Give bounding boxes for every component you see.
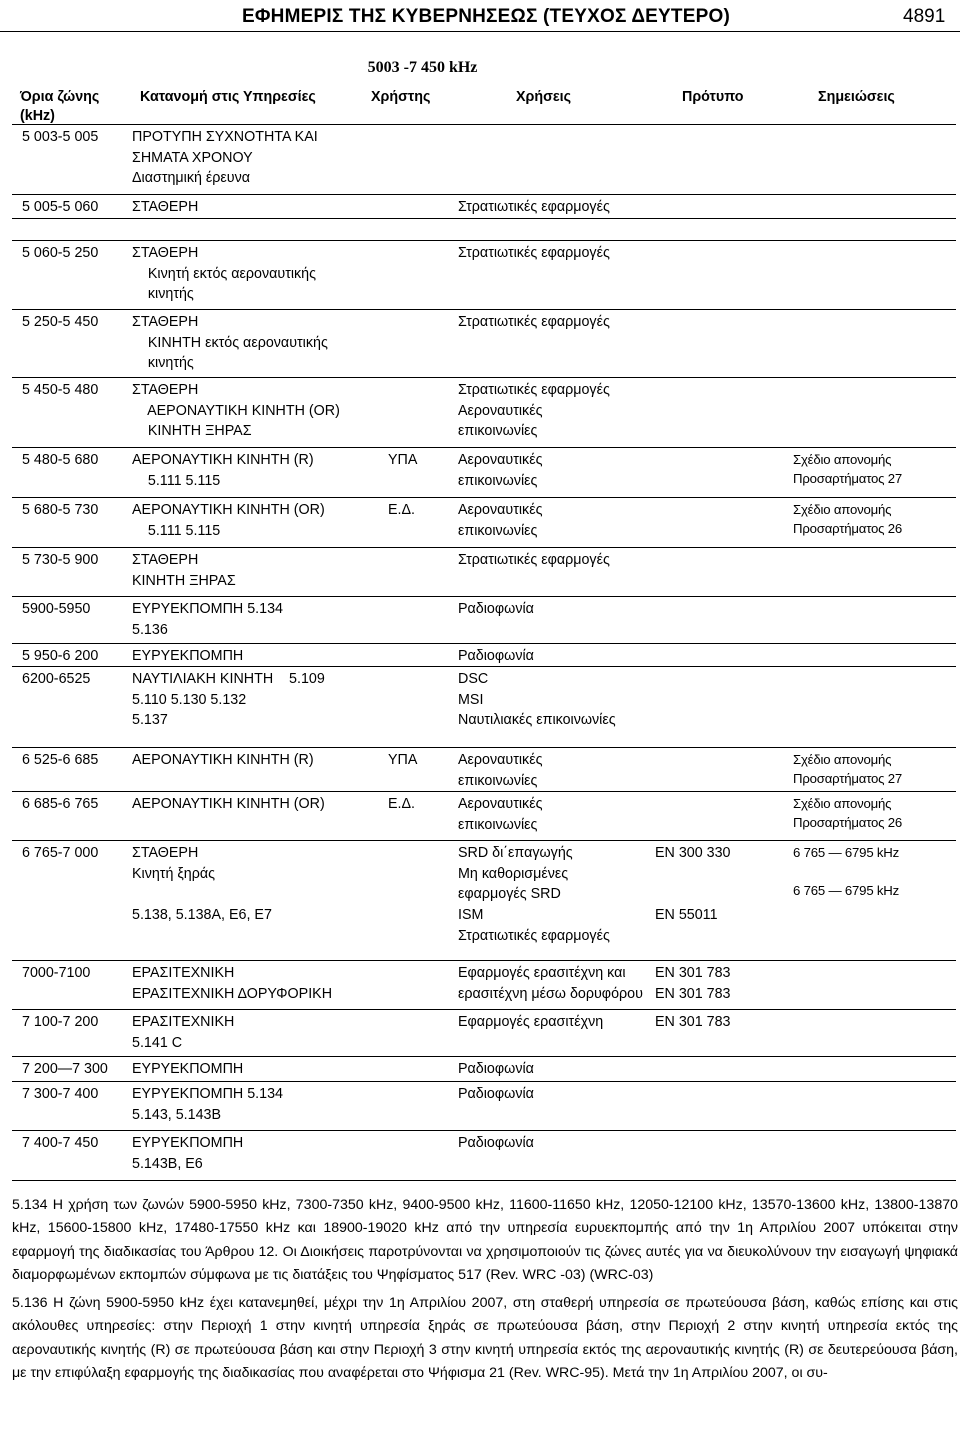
allocation-cell-line: ΕΥΡΥΕΚΠΟΜΠΗ 5.134 xyxy=(132,1086,283,1102)
uses-cell-line: ερασιτέχνη μέσω δορυφόρου xyxy=(458,985,643,1002)
band-cell-line: 5 730-5 900 xyxy=(22,552,99,568)
standard-cell-line: EN 301 783 xyxy=(655,1014,731,1030)
table-row xyxy=(12,1057,956,1082)
notes-cell-line: Σχέδιο απονομής xyxy=(793,452,892,467)
gazette-title: ΕΦΗΜΕΡΙΣ ΤΗΣ ΚΥΒΕΡΝΗΣΕΩΣ (ΤΕΥΧΟΣ ΔΕΥΤΕΡΟ) xyxy=(242,6,730,27)
user-cell-line: ΥΠΑ xyxy=(388,752,418,768)
uses-cell-line: Στρατιωτικές εφαρμογές xyxy=(458,927,610,944)
allocation-cell-line: 5.141 C xyxy=(132,1034,183,1051)
notes-cell-line xyxy=(793,862,899,881)
allocation-cell-line: ΣΤΑΘΕΡΗ xyxy=(132,314,199,330)
band-cell xyxy=(22,500,98,521)
standard-cell-line: EN 301 783 xyxy=(655,985,731,1002)
allocation-cell xyxy=(132,450,314,491)
allocation-cell-line: ΑΕΡΟΝΑΥΤΙΚΗ ΚΙΝΗΤΗ (OR) xyxy=(132,502,325,518)
allocation-cell xyxy=(132,843,272,926)
allocation-cell xyxy=(132,794,325,815)
band-cell xyxy=(22,963,90,984)
uses-cell xyxy=(458,243,610,264)
uses-cell xyxy=(458,599,534,620)
notes-cell xyxy=(793,450,902,488)
allocation-cell-line: ΑΕΡΟΝΑΥΤΙΚΗ ΚΙΝΗΤΗ (OR) xyxy=(132,402,340,419)
band-cell-line: 5 250-5 450 xyxy=(22,314,99,330)
band-cell-line: 6 525-6 685 xyxy=(22,752,99,768)
allocation-cell xyxy=(132,380,340,442)
allocation-cell-line: ΣΤΑΘΕΡΗ xyxy=(132,552,199,568)
band-cell-line: 5 680-5 730 xyxy=(22,502,99,518)
allocation-cell xyxy=(132,312,328,374)
uses-cell-line: Ραδιοφωνία xyxy=(458,1135,534,1151)
allocation-cell xyxy=(132,963,332,1004)
notes-cell xyxy=(793,794,902,832)
uses-cell-line: Αεροναυτικές xyxy=(458,402,543,419)
band-cell xyxy=(22,1012,98,1033)
user-cell-line: Ε.Δ. xyxy=(388,796,416,812)
uses-cell xyxy=(458,750,542,791)
uses-cell-line: Ναυτιλιακές επικοινωνίες xyxy=(458,712,616,729)
table-row xyxy=(12,1131,956,1181)
header-band-limits: Όρια ζώνης (kHz) xyxy=(20,89,100,124)
table-row xyxy=(12,597,956,644)
allocation-cell-line xyxy=(132,884,272,905)
uses-cell xyxy=(458,669,616,731)
band-cell xyxy=(22,197,98,218)
header-uses: Χρήσεις xyxy=(516,89,572,105)
notes-cell-line: 6 765 — 6795 kHz xyxy=(793,883,900,899)
allocation-cell-line: 5.138, 5.138A, E6, E7 xyxy=(132,907,272,924)
uses-cell xyxy=(458,197,610,218)
band-cell-line: 5 003-5 005 xyxy=(22,129,99,145)
allocation-cell xyxy=(132,599,283,640)
notes-cell xyxy=(793,750,902,788)
band-cell xyxy=(22,1084,98,1105)
notes-cell-line: Σχέδιο απονομής xyxy=(793,502,892,517)
table-row xyxy=(12,378,956,448)
table-row xyxy=(12,841,956,961)
band-cell xyxy=(22,750,98,771)
uses-cell-line: MSI xyxy=(458,691,484,708)
band-cell xyxy=(22,599,90,620)
allocation-cell-line: ΣΤΑΘΕΡΗ xyxy=(132,382,199,398)
notes-cell-line: Προσαρτήματος 26 xyxy=(793,815,903,831)
allocation-cell-line: ΕΡΑΣΙΤΕΧΝΙΚΗ xyxy=(132,1014,235,1030)
uses-cell xyxy=(458,500,542,541)
band-cell xyxy=(22,1133,98,1154)
table-row xyxy=(12,310,956,378)
standard-cell-line: EN 300 330 xyxy=(655,845,731,861)
band-cell-line: 5900-5950 xyxy=(22,601,91,617)
allocation-cell-line: ΕΥΡΥΕΚΠΟΜΠΗ xyxy=(132,648,244,664)
uses-cell-line: επικοινωνίες xyxy=(458,816,538,833)
allocation-cell xyxy=(132,1084,283,1125)
table-row xyxy=(12,644,956,667)
table-row xyxy=(12,961,956,1010)
allocation-cell xyxy=(132,1059,243,1080)
allocation-cell-line: Κινητή ξηράς xyxy=(132,865,216,882)
uses-cell-line: Στρατιωτικές εφαρμογές xyxy=(458,314,610,330)
header-allocation: Κατανομή στις Υπηρεσίες xyxy=(140,89,316,105)
uses-cell-line: Ραδιοφωνία xyxy=(458,648,534,664)
uses-cell-line: Αεροναυτικές xyxy=(458,502,543,518)
allocation-cell-line: ΑΕΡΟΝΑΥΤΙΚΗ ΚΙΝΗΤΗ (R) xyxy=(132,752,314,768)
uses-cell xyxy=(458,450,542,491)
allocation-cell-line: 5.143, 5.143B xyxy=(132,1106,222,1123)
band-cell-line: 5 450-5 480 xyxy=(22,382,99,398)
band-cell xyxy=(22,646,98,667)
standard-cell xyxy=(655,1012,731,1033)
band-cell-line: 7 100-7 200 xyxy=(22,1014,99,1030)
allocation-cell xyxy=(132,197,198,218)
table-header xyxy=(12,80,956,125)
allocation-cell-line: ΚΙΝΗΤΗ εκτός αεροναυτικής xyxy=(132,334,328,351)
uses-cell-line: Αεροναυτικές xyxy=(458,452,543,468)
allocation-cell xyxy=(132,1012,234,1053)
band-cell xyxy=(22,450,98,471)
allocation-cell-line: ΣΗΜΑΤΑ ΧΡΟΝΟΥ xyxy=(132,149,253,166)
uses-cell xyxy=(458,1012,603,1033)
allocation-cell xyxy=(132,127,318,189)
table-row xyxy=(12,792,956,841)
standard-cell xyxy=(655,963,731,1004)
notes-cell-line: Προσαρτήματος 27 xyxy=(793,471,903,487)
allocation-cell-line: ΣΤΑΘΕΡΗ xyxy=(132,845,199,861)
user-cell xyxy=(388,450,417,471)
uses-cell-line: Ραδιοφωνία xyxy=(458,1061,534,1077)
header-divider xyxy=(0,31,960,32)
allocation-cell-line: ΝΑΥΤΙΛΙΑΚΗ ΚΙΝΗΤΗ 5.109 xyxy=(132,671,325,687)
uses-cell-line: Αεροναυτικές xyxy=(458,796,543,812)
allocation-cell-line: ΚΙΝΗΤΗ ΞΗΡΑΣ xyxy=(132,423,252,440)
table-row xyxy=(12,1082,956,1131)
user-cell xyxy=(388,750,417,771)
uses-cell-line: Στρατιωτικές εφαρμογές xyxy=(458,199,610,215)
footnote-5-136: 5.136 Η ζώνη 5900-5950 kHz έχει κατανεμηθεί, μέχρι την 1η Απριλίου 2007, στη σταθερή υπηρεσία σε πρωτεύουσα βάση, καθώς επίσης και στις ακόλουθες υπηρεσίες: στην Περιοχή 1 στην κινητή υπηρεσία ξηράς σε πρωτεύουσα βάση, στην Περιοχή 2 στην κινητή υπηρεσία εκτός της αεροναυτικής κινητής (R) σε πρωτεύουσα βάση και στην Περιοχή 3 στην κινητή υπηρεσία εκτός της αεροναυτικής κινητής (R) σε δευτερεύουσα βάση, με την επιφύλαξη εφαρμογής της διαδικασίας που αναφέρεται στο Ψήφισμα 21 (Rev. WRC-95). Μετά την 1η Απριλίου 2007, οι συ- xyxy=(12,1294,958,1381)
band-cell xyxy=(22,312,98,333)
uses-cell-line: επικοινωνίες xyxy=(458,423,538,440)
user-cell-line: Ε.Δ. xyxy=(388,502,416,518)
notes-cell-line: Προσαρτήματος 26 xyxy=(793,521,903,537)
allocation-cell-line: ΕΡΑΣΙΤΕΧΝΙΚΗ ΔΟΡΥΦΟΡΙΚΗ xyxy=(132,985,333,1002)
allocation-cell-line: κινητής xyxy=(132,286,194,303)
table-row xyxy=(12,448,956,498)
allocation-cell-line: ΣΤΑΘΕΡΗ xyxy=(132,245,199,261)
uses-cell-line: εφαρμογές SRD xyxy=(458,886,561,903)
table-row xyxy=(12,548,956,597)
allocation-cell-line: ΠΡΟΤΥΠΗ ΣΥΧΝΟΤΗΤΑ ΚΑΙ xyxy=(132,129,318,145)
standard-cell-line xyxy=(655,864,731,885)
uses-cell-line: επικοινωνίες xyxy=(458,522,538,539)
header-standard: Πρότυπο xyxy=(682,89,744,105)
notes-cell xyxy=(793,500,902,538)
uses-cell xyxy=(458,380,610,442)
header-user: Χρήστης xyxy=(371,89,431,105)
band-cell xyxy=(22,127,98,148)
uses-cell-line: SRD δι΄επαγωγής xyxy=(458,845,573,861)
allocation-cell-line: 5.111 5.115 xyxy=(132,472,221,489)
band-cell-line: 6 765-7 000 xyxy=(22,845,99,861)
band-cell-line: 5 950-6 200 xyxy=(22,648,99,664)
uses-cell xyxy=(458,1059,534,1080)
uses-cell-line: Ραδιοφωνία xyxy=(458,1086,534,1102)
band-cell-line: 5 480-5 680 xyxy=(22,452,99,468)
uses-cell xyxy=(458,1133,534,1154)
notes-cell-line: Σχέδιο απονομής xyxy=(793,752,892,767)
band-cell-line: 6 685-6 765 xyxy=(22,796,99,812)
uses-cell xyxy=(458,963,643,1004)
allocation-cell-line: ΑΕΡΟΝΑΥΤΙΚΗ ΚΙΝΗΤΗ (R) xyxy=(132,452,314,468)
uses-cell-line: ISM xyxy=(458,907,484,924)
header-notes: Σημειώσεις xyxy=(818,89,895,105)
allocation-cell-line: ΑΕΡΟΝΑΥΤΙΚΗ ΚΙΝΗΤΗ (OR) xyxy=(132,796,325,812)
band-cell xyxy=(22,243,98,264)
uses-cell xyxy=(458,312,610,333)
band-cell-line: 7 400-7 450 xyxy=(22,1135,99,1151)
allocation-cell-line: 5.111 5.115 xyxy=(132,522,221,539)
allocation-cell-line: 5.137 xyxy=(132,712,168,729)
allocation-cell-line: Διαστημική έρευνα xyxy=(132,170,251,187)
allocation-cell xyxy=(132,750,314,771)
uses-cell-line: Εφαρμογές ερασιτέχνη xyxy=(458,1014,604,1030)
table-row xyxy=(12,241,956,310)
uses-cell-line: Στρατιωτικές εφαρμογές xyxy=(458,382,610,398)
band-cell xyxy=(22,550,98,571)
notes-cell xyxy=(793,843,899,900)
uses-cell xyxy=(458,794,542,835)
notes-cell-line: 6 765 — 6795 kHz xyxy=(793,845,900,860)
footnote-5-134: 5.134 Η χρήση των ζωνών 5900-5950 kHz, 7300-7350 kHz, 9400-9500 kHz, 11600-11650 kHz, 12050-12100 kHz, 13570-13600 kHz, 13800-13870 kHz, 15600-15800 kHz, 17480-17550 kHz και 18900-19020 kHz από την υπηρεσία ευρυεκπομπής από την 1η Απριλίου 2007 υπόκειται στην εφαρμογή της διαδικασίας του Άρθρου 12. Οι Διοικήσεις παροτρύνονται να χρησιμοποιούν τις ζώνες αυτές για να διευκολύνουν την εισαγωγή ψηφιακά διαμορφωμένων εκπομπών σύμφωνα με τις διατάξεις του Ψηφίσματος 517 (Rev. WRC -03) (WRC-03) xyxy=(12,1197,958,1284)
table-row xyxy=(12,748,956,792)
allocation-cell-line: ΕΥΡΥΕΚΠΟΜΠΗ 5.134 xyxy=(132,601,283,617)
allocation-cell-line: ΕΥΡΥΕΚΠΟΜΠΗ xyxy=(132,1061,244,1077)
uses-cell-line: Αεροναυτικές xyxy=(458,752,543,768)
band-cell-line: 7 200—7 300 xyxy=(22,1061,108,1077)
uses-cell-line: DSC xyxy=(458,671,489,687)
uses-cell xyxy=(458,1084,534,1105)
allocation-cell-line: 5.136 xyxy=(132,621,168,638)
allocation-cell xyxy=(132,1133,243,1174)
uses-cell-line: Μη καθορισμένες xyxy=(458,865,569,882)
band-cell xyxy=(22,380,98,401)
table-row xyxy=(12,498,956,548)
band-cell xyxy=(22,1059,108,1080)
allocation-cell-line: Κινητή εκτός αεροναυτικής xyxy=(132,265,317,282)
page-number: 4891 xyxy=(903,6,946,27)
allocation-cell-line: 5.143B, E6 xyxy=(132,1155,203,1172)
uses-cell-line: Ραδιοφωνία xyxy=(458,601,534,617)
uses-cell xyxy=(458,550,610,571)
page-header xyxy=(0,0,960,34)
uses-cell-line: Στρατιωτικές εφαρμογές xyxy=(458,245,610,261)
allocation-cell-line: 5.110 5.130 5.132 xyxy=(132,691,247,708)
band-cell-line: 7 300-7 400 xyxy=(22,1086,99,1102)
notes-cell-line: Σχέδιο απονομής xyxy=(793,796,892,811)
band-cell-line: 6200-6525 xyxy=(22,671,91,687)
table-row xyxy=(12,1010,956,1057)
uses-cell-line: επικοινωνίες xyxy=(458,472,538,489)
allocation-cell xyxy=(132,243,316,305)
uses-cell-line: Εφαρμογές ερασιτέχνη και xyxy=(458,965,626,981)
uses-cell-line: επικοινωνίες xyxy=(458,772,538,789)
footnotes xyxy=(12,1194,958,1389)
band-cell xyxy=(22,843,98,864)
allocation-cell-line: ΕΥΡΥΕΚΠΟΜΠΗ xyxy=(132,1135,244,1151)
user-cell xyxy=(388,794,415,815)
standard-cell-line: EN 301 783 xyxy=(655,965,731,981)
uses-cell-line: Στρατιωτικές εφαρμογές xyxy=(458,552,610,568)
user-cell xyxy=(388,500,415,521)
allocation-cell xyxy=(132,500,325,541)
standard-cell xyxy=(655,843,731,926)
uses-cell xyxy=(458,843,610,947)
user-cell-line: ΥΠΑ xyxy=(388,452,418,468)
allocation-cell xyxy=(132,669,325,731)
table-row xyxy=(12,667,956,748)
allocation-cell xyxy=(132,646,243,667)
allocation-cell-line: ΣΤΑΘΕΡΗ xyxy=(132,199,199,215)
band-cell xyxy=(22,794,98,815)
uses-cell xyxy=(458,646,534,667)
band-cell-line: 5 005-5 060 xyxy=(22,199,99,215)
band-cell-line: 5 060-5 250 xyxy=(22,245,99,261)
allocation-cell-line: ΚΙΝΗΤΗ ΞΗΡΑΣ xyxy=(132,572,236,589)
notes-cell-line: Προσαρτήματος 27 xyxy=(793,771,903,787)
frequency-range-title: 5003 -7 450 kHz xyxy=(367,59,478,76)
standard-cell-line: EN 55011 xyxy=(655,907,718,924)
table-row xyxy=(12,219,956,241)
allocation-cell xyxy=(132,550,236,591)
allocation-cell-line: κινητής xyxy=(132,355,194,372)
table-row xyxy=(12,125,956,195)
table-row xyxy=(12,195,956,219)
standard-cell-line xyxy=(655,884,731,905)
band-cell xyxy=(22,669,90,690)
band-cell-line: 7000-7100 xyxy=(22,965,91,981)
allocation-cell-line: ΕΡΑΣΙΤΕΧΝΙΚΗ xyxy=(132,965,235,981)
